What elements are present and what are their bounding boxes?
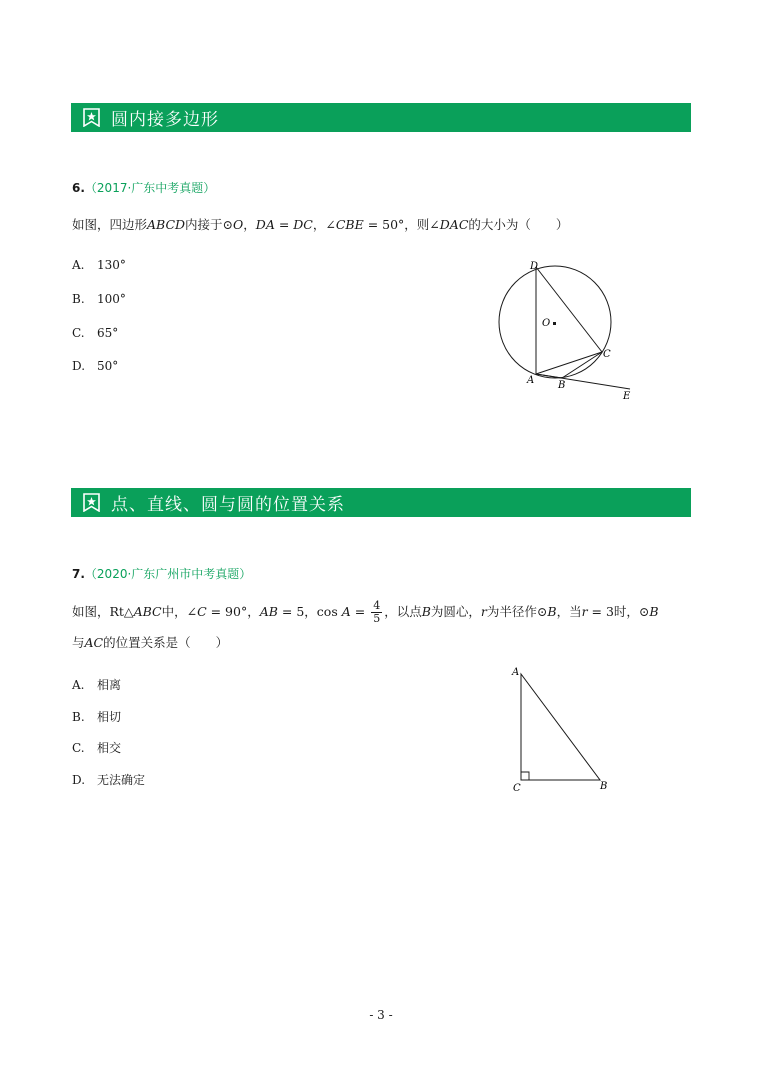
label-o: O [542, 318, 551, 329]
stem-text: = 50°，则∠ [363, 217, 440, 232]
stem-text: = [350, 604, 370, 619]
stem-math: A [341, 604, 351, 619]
label-c: C [513, 783, 521, 794]
question-number: 6. [72, 181, 85, 195]
section-banner-1 [71, 103, 691, 132]
circle-quadrilateral-figure [490, 252, 650, 407]
option-text: 相离 [97, 678, 122, 692]
segment-ac [536, 352, 602, 374]
stem-text: = 5，cos [277, 604, 342, 619]
stem-math: ABC [133, 604, 162, 619]
fraction-denominator: 5 [373, 612, 381, 625]
option-text: 65° [97, 326, 119, 340]
label-c: C [603, 349, 611, 360]
section-title: 点、直线、圆与圆的位置关系 [111, 495, 345, 515]
stem-text: ，当 [556, 604, 582, 619]
stem-math: CBE [335, 217, 364, 232]
question-stem-line2 [72, 633, 228, 653]
option-text: 无法确定 [97, 773, 146, 787]
stem-math: O [233, 217, 244, 232]
fraction-numerator: 4 [373, 599, 381, 612]
label-e: E [623, 391, 631, 402]
stem-text: 为半径作⊙ [486, 604, 548, 619]
option-label: B. [72, 292, 85, 306]
option-b[interactable] [72, 292, 126, 306]
bookmark-star-icon [82, 108, 101, 127]
stem-math: DA = DC [255, 217, 313, 232]
label-a: A [512, 667, 520, 678]
stem-text: 为圆心， [430, 604, 481, 619]
stem-text: = 90°， [206, 604, 260, 619]
stem-math: C [197, 604, 207, 619]
option-label: B. [72, 710, 85, 724]
stem-text: 的位置关系是（ ） [103, 635, 229, 650]
stem-text: = 3时，⊙ [587, 604, 650, 619]
stem-math: DAC [439, 217, 469, 232]
option-label: D. [72, 773, 86, 787]
stem-text: ， [243, 217, 256, 232]
stem-math: AC [84, 635, 104, 650]
option-text: 100° [97, 292, 126, 306]
fraction [371, 600, 382, 625]
stem-math: ABCD [147, 217, 186, 232]
stem-math: AB [259, 604, 278, 619]
stem-text: 与 [72, 635, 85, 650]
option-d[interactable] [72, 359, 118, 373]
option-text: 50° [97, 359, 119, 373]
right-triangle-figure [505, 660, 615, 795]
question-stem [72, 215, 568, 235]
right-angle-mark [521, 772, 529, 780]
option-d[interactable] [72, 771, 145, 788]
stem-math: B [421, 604, 431, 619]
stem-text: ，∠ [312, 217, 336, 232]
stem-math: B [547, 604, 557, 619]
section-banner-2 [71, 488, 691, 517]
stem-math: r [480, 604, 487, 619]
page-number: - 3 - [369, 1008, 393, 1022]
label-a: A [527, 375, 535, 386]
stem-text: 如图，四边形 [72, 217, 148, 232]
line-be [536, 374, 630, 389]
option-c[interactable] [72, 326, 118, 340]
bookmark-star-icon [82, 493, 101, 512]
option-label: A. [72, 678, 85, 692]
segment-abc [536, 352, 602, 378]
stem-text: 中，∠ [161, 604, 198, 619]
question-source: （2020·广东广州市中考真题） [84, 567, 252, 581]
section-title: 圆内接多边形 [111, 110, 219, 130]
question-source: （2017·广东中考真题） [84, 181, 216, 195]
option-text: 相交 [97, 741, 122, 755]
option-label: C. [72, 741, 85, 755]
option-a[interactable] [72, 258, 126, 272]
stem-math: B [649, 604, 659, 619]
label-d: D [530, 261, 539, 272]
option-a[interactable] [72, 676, 121, 693]
stem-text: 如图，Rt△ [72, 604, 134, 619]
triangle-abc [521, 674, 600, 780]
label-b: B [558, 380, 566, 391]
option-text: 130° [97, 258, 126, 272]
center-point [553, 322, 556, 325]
stem-math: r [581, 604, 588, 619]
stem-text: 内接于⊙ [185, 217, 234, 232]
option-label: D. [72, 359, 86, 373]
question-number: 7. [72, 567, 85, 581]
stem-text: 的大小为（ ） [468, 217, 569, 232]
label-b: B [600, 781, 608, 792]
option-label: A. [72, 258, 85, 272]
option-label: C. [72, 326, 85, 340]
option-text: 相切 [97, 710, 122, 724]
option-c[interactable] [72, 739, 121, 756]
question-stem [72, 600, 659, 625]
question-header [72, 179, 215, 196]
option-b[interactable] [72, 708, 121, 725]
question-header [72, 565, 251, 582]
stem-text: ，以点 [384, 604, 422, 619]
